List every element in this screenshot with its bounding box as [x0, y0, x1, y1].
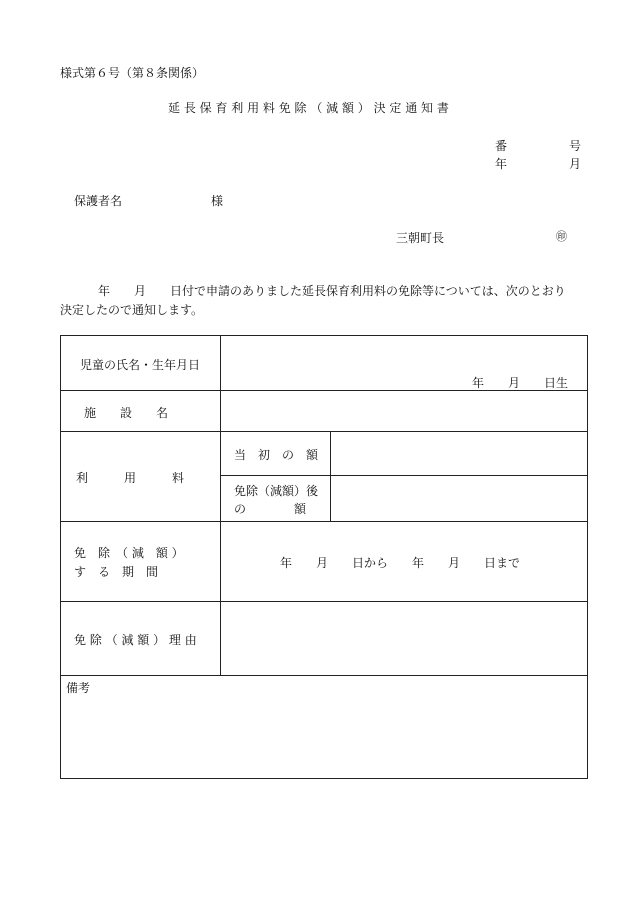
facility-name-label: 施 設 名 — [84, 406, 169, 420]
fee-inner-divider — [330, 431, 331, 521]
birth-date-value: 年 月 日生 — [472, 376, 569, 390]
decision-form-table — [60, 335, 588, 779]
date-year: 年 — [495, 157, 508, 171]
fee-label: 利 用 料 — [76, 471, 185, 485]
notice-body-line2: 決定したので通知します。 — [60, 303, 204, 317]
exemption-period-label-line1: 免 除 （ 減 額 ） — [74, 546, 184, 560]
initial-amount-label: 当 初 の 額 — [234, 448, 319, 462]
document-number-suffix: 号 — [569, 139, 582, 153]
row-line-5 — [60, 675, 588, 676]
exemption-reason-label: 免 除 （ 減 額 ） 理 由 — [74, 633, 197, 647]
notice-body-line1: 年 月 日付で申請のありました延長保育利用料の免除等については、次のとおり — [98, 284, 566, 298]
guardian-name-label: 保護者名 — [74, 194, 123, 208]
form-number: 様式第６号（第８条関係） — [60, 66, 205, 80]
document-title: 延 長 保 育 利 用 料 免 除 （ 減 額 ） 決 定 通 知 書 — [168, 101, 449, 115]
table-border-bottom — [60, 778, 588, 779]
row-line-fee-split — [220, 475, 588, 476]
table-border-left — [60, 335, 61, 779]
label-column-divider — [220, 335, 221, 675]
exemption-period-value: 年 月 日から 年 月 日まで — [280, 556, 521, 570]
after-exemption-label-line2: の 額 — [234, 502, 307, 516]
row-line-4 — [60, 601, 588, 602]
table-border-top — [60, 335, 588, 336]
row-line-2 — [60, 431, 588, 432]
seal-mark: ㊞ — [556, 230, 567, 243]
guardian-honorific: 様 — [211, 194, 224, 208]
row-line-3 — [60, 521, 588, 522]
remarks-label: 備考 — [66, 681, 91, 695]
document-number-label: 番 — [495, 139, 508, 153]
date-month: 月 — [569, 157, 582, 171]
table-border-right — [587, 335, 588, 779]
after-exemption-label-line1: 免除（減額）後 — [234, 484, 319, 498]
issuer-name: 三朝町長 — [396, 231, 445, 245]
exemption-period-label-line2: す る 期 間 — [74, 565, 159, 579]
child-name-birthdate-label: 児童の氏名・生年月日 — [80, 358, 201, 372]
